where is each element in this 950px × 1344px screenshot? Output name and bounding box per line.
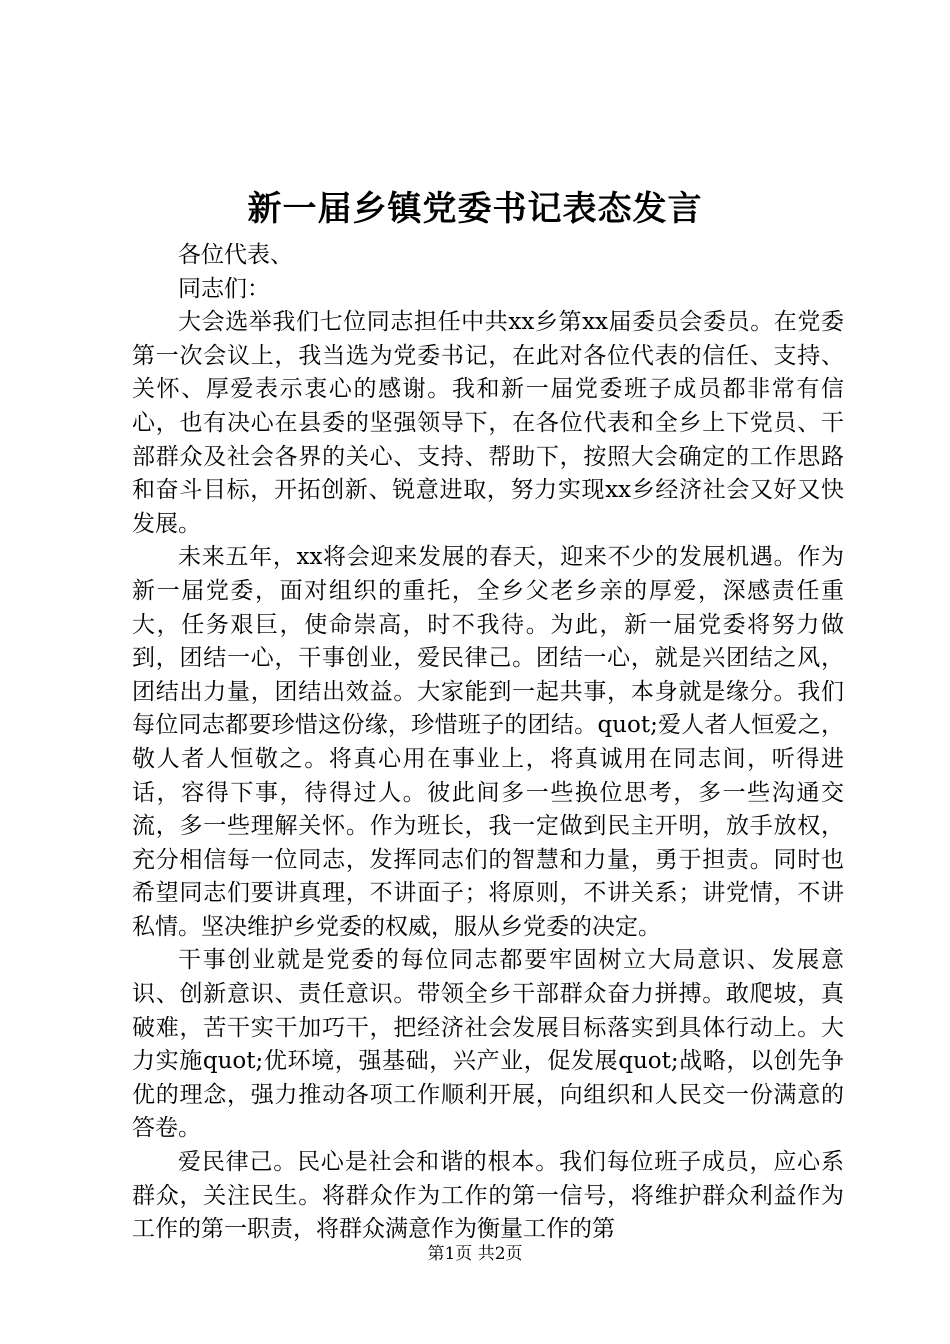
body-paragraph: 大会选举我们七位同志担任中共xx乡第xx届委员会委员。在党委第一次会议上，我当选为党委书记，在此对各位代表的信任、支持、关怀、厚爱表示衷心的感谢。我和新一届党委班子成员都非常有信心，也有决心在县委的坚强领导下，在各位代表和全乡上下党员、干部群众及社会各界的关心、支持、帮助下，按照大会确定的工作思路和奋斗目标，开拓创新、锐意进取，努力实现xx乡经济社会又好又快发展。 xyxy=(132,309,844,537)
body-paragraph: 未来五年，xx将会迎来发展的春天，迎来不少的发展机遇。作为新一届党委，面对组织的重托，全乡父老乡亲的厚爱，深感责任重大，任务艰巨，使命崇高，时不我待。为此，新一届党委将努力做到，团结一心，干事创业，爱民律己。团结一心，就是兴团结之风，团结出力量，团结出效益。大家能到一起共事，本身就是缘分。我们每位同志都要珍惜这份缘，珍惜班子的团结。quot;爱人者人恒爱之，敬人者人恒敬之。将真心用在事业上，将真诚用在同志间，听得进话，容得下事，待得过人。彼此间多一些换位思考，多一些沟通交流，多一些理解关怀。作为班长，我一定做到民主开明，放手放权，充分相信每一位同志，发挥同志们的智慧和力量，勇于担责。同时也希望同志们要讲真理，不讲面子；将原则，不讲关系；讲党情，不讲私情。坚决维护乡党委的权威，服从乡党委的决定。 xyxy=(132,544,844,940)
body-paragraph: 爱民律己。民心是社会和谐的根本。我们每位班子成员，应心系群众，关注民生。将群众作为工作的第一信号，将维护群众利益作为工作的第一职责，将群众满意作为衡量工作的第 xyxy=(132,1149,844,1243)
salutation-line: 各位代表、 xyxy=(178,242,293,268)
body-paragraph: 干事创业就是党委的每位同志都要牢固树立大局意识、发展意识、创新意识、责任意识。带领全乡干部群众奋力拼搏。敢爬坡，真破难，苦干实干加巧干，把经济社会发展目标落实到具体行动上。大力实施quot;优环境，强基础，兴产业，促发展quot;战略，以创先争优的理念，强力推动各项工作顺利开展，向组织和人民交一份满意的答卷。 xyxy=(132,947,844,1142)
document-title: 新一届乡镇党委书记表态发言 xyxy=(247,189,703,229)
document-body xyxy=(132,239,844,1247)
page-number-footer: 第1页 共2页 xyxy=(427,1244,523,1264)
salutation-line: 同志们： xyxy=(178,275,270,302)
